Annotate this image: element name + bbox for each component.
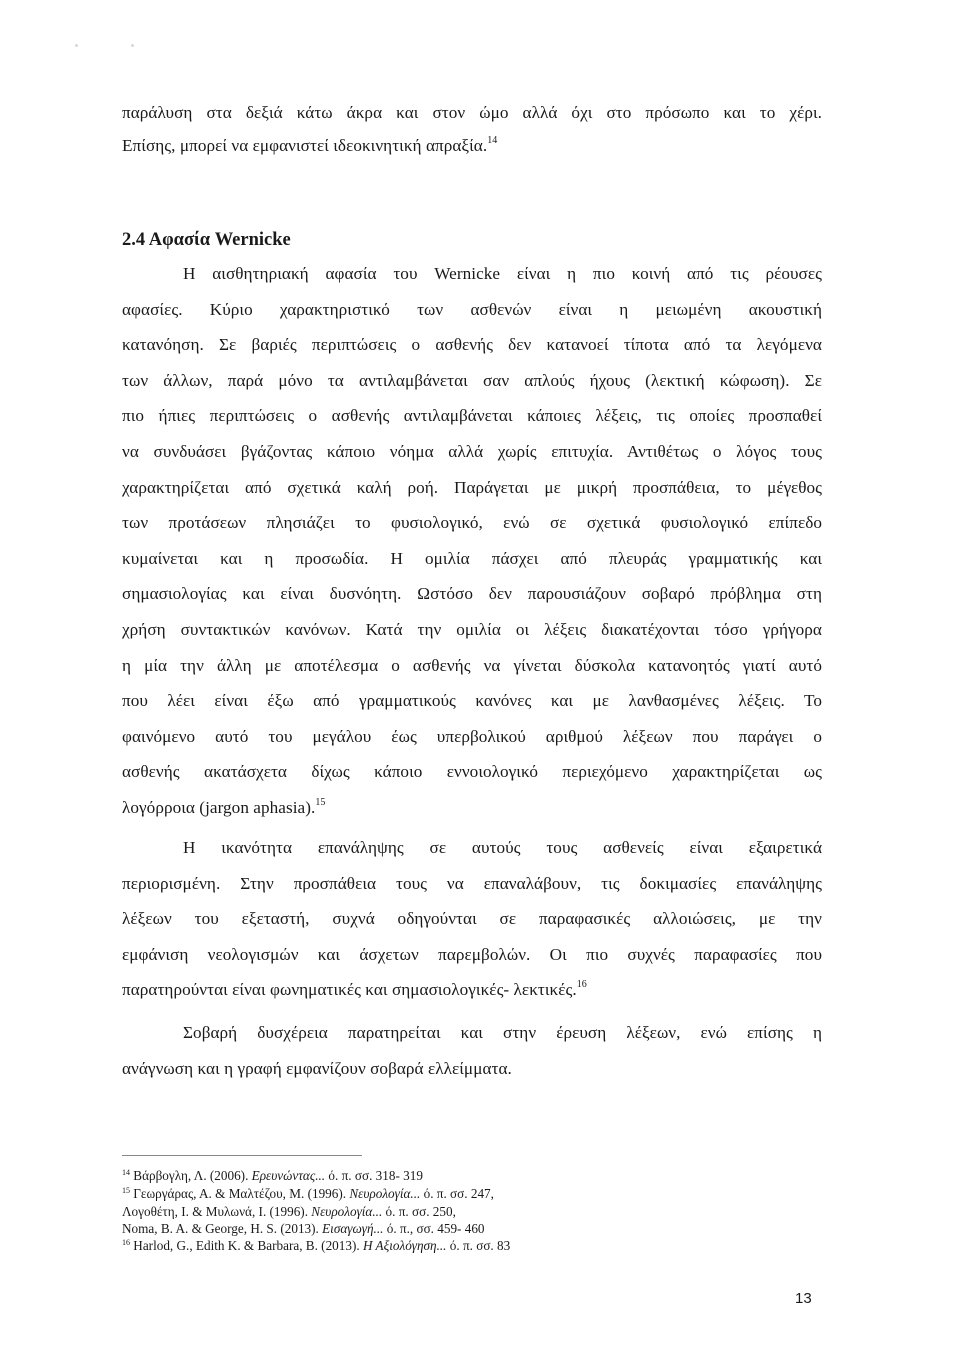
footnote xyxy=(122,1168,423,1184)
body-line xyxy=(122,944,822,966)
footnote-separator xyxy=(122,1155,362,1156)
body-text: ανάγνωση και η γραφή εμφανίζουν σοβαρά ελλείμματα. xyxy=(122,1058,512,1078)
footnote-pages: ό. π. σσ. 83 xyxy=(446,1238,511,1253)
scan-speck xyxy=(131,44,134,47)
body-text: λογόρροια (jargon aphasia). xyxy=(122,798,316,817)
footnote-ref: 15 xyxy=(315,797,326,808)
body-text: των προτάσεων πλησιάζει το φυσιολογικό, ενώ σε σχετικά φυσιολογικό επίπεδο xyxy=(122,513,822,533)
body-line xyxy=(122,583,822,605)
footnote-ref: 14 xyxy=(487,135,498,146)
body-text: αφασίες. Κύριο χαρακτηριστικό των ασθενών είναι η μειωμένη ακουστική xyxy=(122,299,822,319)
footnote-title: Εισαγωγή... xyxy=(322,1221,384,1236)
body-line xyxy=(122,441,822,463)
body-line xyxy=(122,512,822,534)
body-line: παράλυση στα δεξιά κάτω άκρα και στον ώμο αλλά όχι στο πρόσωπο και το χέρι. xyxy=(122,103,822,122)
footnote-citation: Λογοθέτη, Ι. & Μυλωνά, Ι. (1996). xyxy=(122,1204,312,1219)
footnote-citation: Γεωργάρας, Α. & Μαλτέζου, Μ. (1996). xyxy=(133,1186,350,1201)
body-line xyxy=(122,619,822,641)
body-text: φαινόμενο αυτό του μεγάλου έως υπερβολικού αριθμού λέξεων που παράγει ο xyxy=(122,726,822,746)
body-text: που λέει είναι έξω από γραμματικούς κανόνες και με λανθασμένες λέξεις. Το xyxy=(122,691,822,711)
footnote-ref: 16 xyxy=(576,979,587,990)
body-line xyxy=(122,797,822,819)
footnote-title: Νευρολογία... xyxy=(311,1204,383,1219)
body-line xyxy=(122,873,822,895)
body-text: Επίσης, μπορεί να εμφανιστεί ιδεοκινητική απραξία. xyxy=(122,136,488,155)
body-text: να συνδυάσει βγάζοντας κάποιο νόημα αλλά χωρίς επιτυχία. Αντιθέτως ο λόγος τους xyxy=(122,442,822,461)
body-text: παρατηρούνται είναι φωνηματικές και σημασιολογικές- λεκτικές. xyxy=(122,980,577,999)
body-text: χρήση συντακτικών κανόνων. Κατά την ομιλία οι λέξεις διακατέχονται τόσο γρήγορα xyxy=(122,620,822,639)
footnote-citation: Harlod, G., Edith K. & Barbara, B. (2013). xyxy=(133,1238,363,1253)
footnote-number: 15 xyxy=(122,1186,130,1195)
footnote-pages: ό. π. σσ. 318- 319 xyxy=(325,1168,423,1183)
body-text: κατανόηση. Σε βαριές περιπτώσεις ο ασθενής δεν κατανοεί τίποτα από τα λεγόμενα xyxy=(122,335,822,355)
footnote-pages: ό. π. σσ. 250, xyxy=(382,1204,456,1219)
body-text: κυμαίνεται και η προσωδία. Η ομιλία πάσχει από πλευράς γραμματικής και xyxy=(122,548,822,568)
body-line xyxy=(122,908,822,930)
footnote xyxy=(122,1238,510,1254)
body-text: εμφάνιση νεολογισμών και άσχετων παρεμβολών. Οι πιο συχνές παραφασίες που xyxy=(122,944,822,964)
footnote-pages: ό. π., σσ. 459- 460 xyxy=(383,1221,485,1236)
body-text: Η αισθητηριακή αφασία του Wernicke είναι η πιο κοινή από τις ρέουσες xyxy=(183,264,822,283)
body-line xyxy=(122,370,822,392)
body-line xyxy=(122,299,822,321)
section-heading: 2.4 Αφασία Wernicke xyxy=(122,230,291,250)
body-line xyxy=(122,655,822,677)
footnote-title: Νευρολογία... xyxy=(349,1186,421,1201)
footnote-number: 14 xyxy=(122,1168,130,1177)
body-line xyxy=(122,334,822,356)
body-line xyxy=(122,1058,822,1080)
footnote xyxy=(122,1221,485,1237)
body-text: Η ικανότητα επανάληψης σε αυτούς τους ασθενείς είναι εξαιρετικά xyxy=(183,838,822,857)
body-text: Σοβαρή δυσχέρεια παρατηρείται και στην έρευση λέξεων, ενώ επίσης η xyxy=(183,1023,822,1042)
body-line xyxy=(122,761,822,783)
body-line xyxy=(183,263,822,285)
body-text: λέξεων του εξεταστή, συχνά οδηγούνται σε παραφασικές αλλοιώσεις, με την xyxy=(122,909,822,928)
body-text: ασθενής ακατάσχετα δίχως κάποιο εννοιολογικό περιεχόμενο χαρακτηρίζεται ως xyxy=(122,762,822,782)
body-text: πιο ήπιες περιπτώσεις ο ασθενής αντιλαμβάνεται κάποιες λέξεις, τις οποίες προσπαθεί xyxy=(122,406,822,426)
body-text: σημασιολογίας και είναι δυσνόητη. Ωστόσο δεν παρουσιάζουν σοβαρό πρόβλημα στη xyxy=(122,584,822,604)
page-number: 13 xyxy=(795,1290,812,1307)
body-line xyxy=(183,837,822,859)
body-line xyxy=(122,135,822,157)
body-text: των άλλων, παρά μόνο τα αντιλαμβάνεται σαν απλούς ήχους (λεκτική κώφωση). Σε xyxy=(122,370,822,390)
body-line xyxy=(122,548,822,570)
footnote-title: Ερευνώντας... xyxy=(251,1168,326,1183)
body-text: περιορισμένη. Στην προσπάθεια τους να επαναλάβουν, τις δοκιμασίες επανάληψης xyxy=(122,873,822,893)
body-text: χαρακτηρίζεται από σχετικά καλή ροή. Παράγεται με μικρή προσπάθεια, το μέγεθος xyxy=(122,477,822,497)
body-line xyxy=(122,405,822,427)
body-line xyxy=(122,477,822,499)
footnote-pages: ό. π. σσ. 247, xyxy=(420,1186,494,1201)
body-text: η μία την άλλη με αποτέλεσμα ο ασθενής να γίνεται δύσκολα κατανοητός γιατί αυτό xyxy=(122,655,822,675)
body-line xyxy=(122,979,822,1001)
scan-speck xyxy=(75,44,78,47)
body-line xyxy=(122,726,822,748)
footnote-citation: Βάρβογλη, Λ. (2006). xyxy=(133,1168,252,1183)
footnote xyxy=(122,1186,494,1202)
body-line xyxy=(122,690,822,712)
footnote-title: Η Αξιολόγηση... xyxy=(362,1238,447,1253)
footnote-citation: Noma, B. A. & George, H. S. (2013). xyxy=(122,1221,323,1236)
footnote-number: 16 xyxy=(122,1238,130,1247)
footnote xyxy=(122,1204,456,1220)
body-line xyxy=(183,1022,822,1044)
